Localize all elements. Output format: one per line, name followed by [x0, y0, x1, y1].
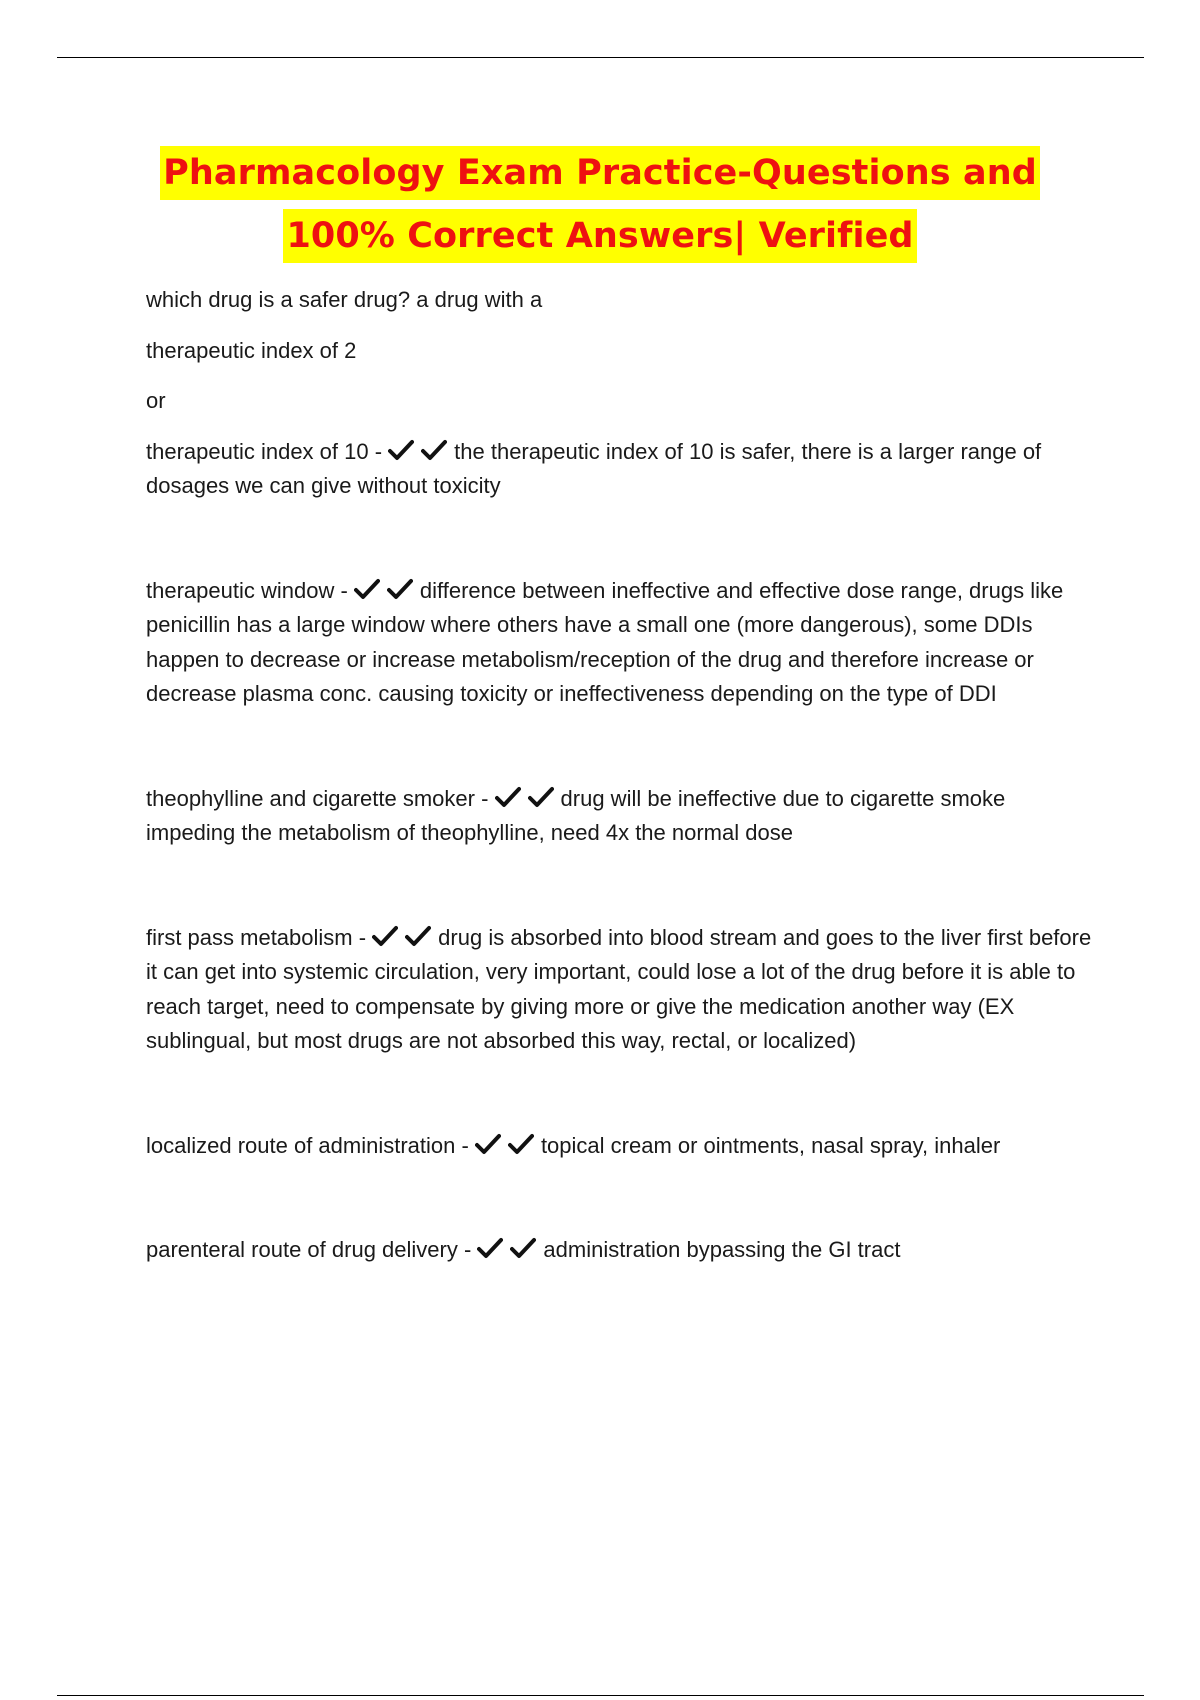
entry-answer: difference between ineffective and effective dose range, drugs like penicillin has a large window where others have a small one (more dangerous), some DDIs happen to decrease or increase metabolism/reception of the drug and therefore increase or decrease plasma conc. causing toxicity or ineffectiveness depending on the type of DDI	[146, 577, 1064, 706]
entry-term: therapeutic index of 10 -	[146, 438, 389, 464]
check-mark-icon	[508, 1133, 534, 1155]
check-mark-icon	[477, 1237, 503, 1259]
entry-answer: the therapeutic index of 10 is safer, there is a larger range of dosages we can give without toxicity	[146, 438, 1042, 498]
qa-entry	[146, 574, 1092, 712]
check-mark-icon	[510, 1237, 536, 1259]
question-line: which drug is a safer drug? a drug with a	[146, 287, 543, 312]
check-mark-icon	[528, 786, 554, 808]
check-mark-icon	[372, 925, 398, 947]
qa-entry	[146, 1129, 1092, 1164]
bottom-divider	[57, 1695, 1144, 1696]
verified-checks	[477, 1237, 543, 1262]
qa-entry	[146, 1233, 1092, 1268]
qa-entry	[146, 435, 1092, 504]
entry-answer: drug will be ineffective due to cigarette smoke impeding the metabolism of theophylline, need 4x the normal dose	[146, 785, 1006, 845]
verified-checks	[388, 439, 454, 464]
document-title	[0, 146, 1200, 272]
check-mark-icon	[475, 1133, 501, 1155]
entry-term: theophylline and cigarette smoker -	[146, 785, 495, 811]
qa-entry	[146, 782, 1092, 851]
verified-checks	[475, 1133, 541, 1158]
question-line: or	[146, 388, 166, 413]
check-mark-icon	[387, 578, 413, 600]
entry-answer: administration bypassing the GI tract	[543, 1237, 901, 1262]
question-line: therapeutic index of 2	[146, 337, 357, 363]
entry-answer: drug is absorbed into blood stream and goes to the liver first before it can get into systemic circulation, very important, could lose a lot of the drug before it is able to reach target, need to compensate by giving more or give the medication another way (EX sublingual, but most drugs are not absorbed this way, rectal, or localized)	[146, 924, 1092, 1053]
top-divider	[57, 57, 1144, 58]
entry-term: therapeutic window -	[146, 577, 354, 603]
check-mark-icon	[495, 786, 521, 808]
check-mark-icon	[421, 439, 447, 461]
entry-term: localized route of administration -	[146, 1132, 475, 1158]
check-mark-icon	[354, 578, 380, 600]
verified-checks	[372, 925, 438, 950]
entry-term: parenteral route of drug delivery -	[146, 1237, 478, 1262]
title-line-1: Pharmacology Exam Practice-Questions and	[160, 146, 1040, 200]
title-line-2: 100% Correct Answers| Verified	[283, 209, 916, 263]
check-mark-icon	[405, 925, 431, 947]
verified-checks	[354, 578, 420, 603]
verified-checks	[495, 786, 561, 811]
entry-answer: topical cream or ointments, nasal spray, inhaler	[540, 1132, 1001, 1158]
document-body	[146, 283, 1092, 1268]
entry-term: first pass metabolism -	[146, 924, 373, 950]
qa-entry	[146, 921, 1092, 1059]
check-mark-icon	[388, 439, 414, 461]
